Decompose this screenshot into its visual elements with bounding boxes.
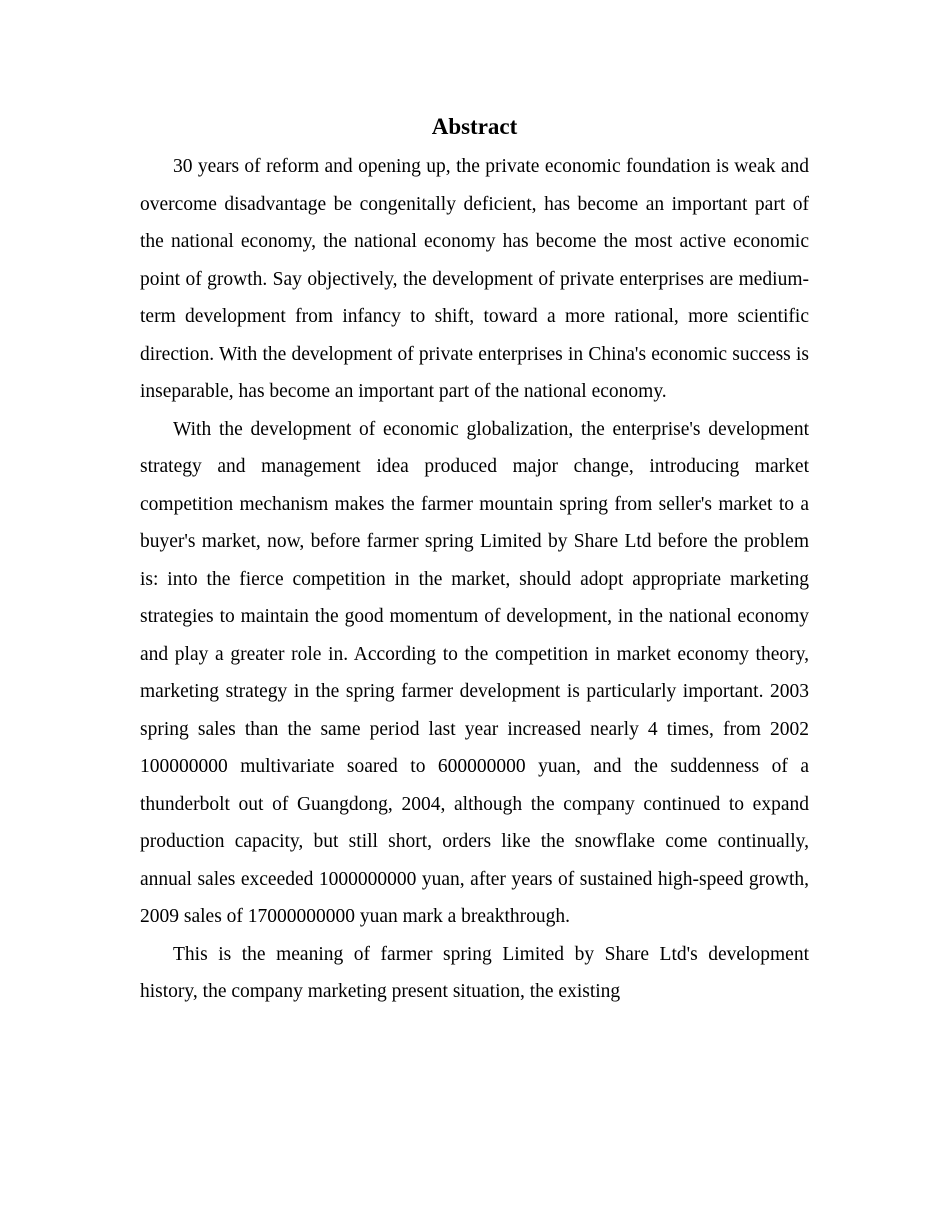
abstract-paragraph-1: 30 years of reform and opening up, the private economic foundation is weak and overcome disadvantage be congenitally deficient, has become an important part of the national economy, the national economy has become the most active economic point of growth. Say objectively, the development of private enterprises are medium-term development from infancy to shift, toward a more rational, more scientific direction. With the development of private enterprises in China's economic success is inseparable, has become an important part of the national economy.: [140, 156, 809, 402]
abstract-paragraph-3: This is the meaning of farmer spring Limited by Share Ltd's development history, the company marketing present situation, the existing: [140, 943, 809, 1002]
abstract-title: Abstract: [431, 114, 518, 139]
abstract-paragraph-2: With the development of economic globalization, the enterprise's development strategy and management idea produced major change, introducing market competition mechanism makes the farmer mountain spring from seller's market to a buyer's market, now, before farmer spring Limited by Share Ltd before the problem is: into the fierce competition in the market, should adopt appropriate marketing strategies to maintain the good momentum of development, in the national economy and play a greater role in. According to the competition in market economy theory, marketing strategy in the spring farmer development is particularly important. 2003 spring sales than the same period last year increased nearly 4 times, from 2002 100000000 multivariate soared to 600000000 yuan, and the suddenness of a thunderbolt out of Guangdong, 2004, although the company continued to expand production capacity, but still short, orders like the snowflake come continually, annual sales exceeded 1000000000 yuan, after years of sustained high-speed growth, 2009 sales of 17000000000 yuan mark a breakthrough.: [140, 418, 809, 927]
document-page: [140, 110, 809, 1011]
